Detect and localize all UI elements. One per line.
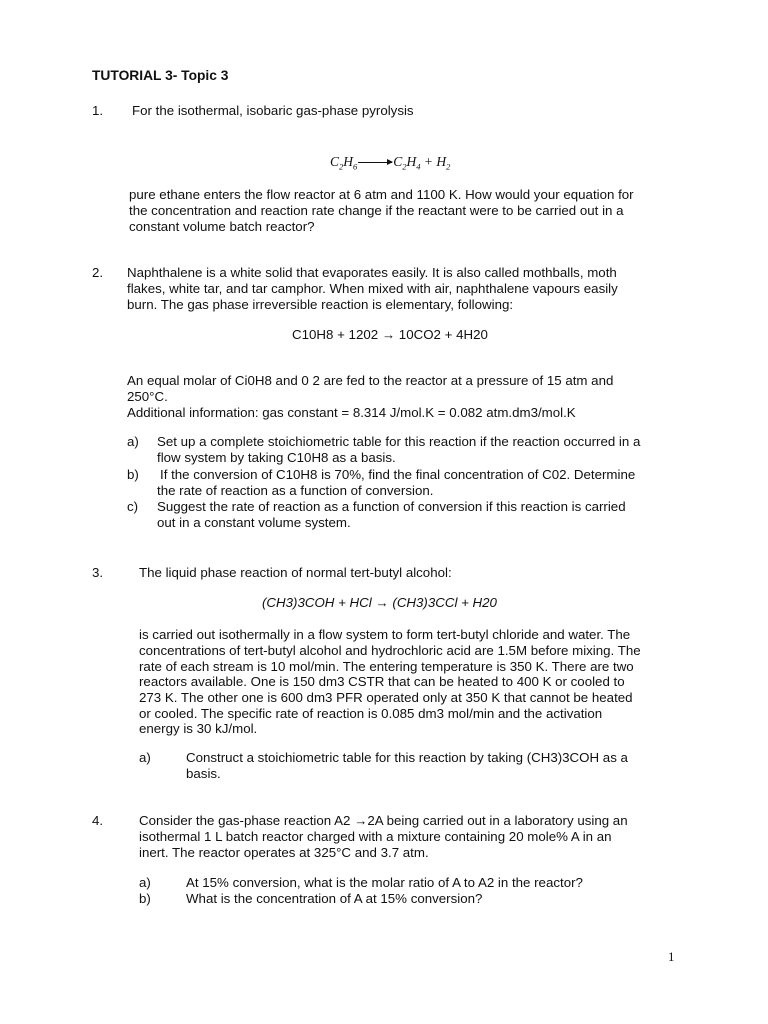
- q4-number: 4.: [92, 813, 104, 828]
- q2-equation: C10H8 + 1202 → 10CO2 + 4H20: [292, 327, 488, 342]
- q4-text-line2: isothermal 1 L batch reactor charged with a mixture containing 20 mole% A in an: [139, 829, 612, 844]
- q2b-label: b): [127, 467, 139, 482]
- q3a-label: a): [139, 750, 151, 765]
- q1-lead: For the isothermal, isobaric gas-phase pyrolysis: [132, 103, 414, 118]
- q4a-text: At 15% conversion, what is the molar ratio of A to A2 in the reactor?: [186, 875, 583, 890]
- q4-text-line3: inert. The reactor operates at 325°C and 3.7 atm.: [139, 845, 429, 860]
- q3a-line2: basis.: [186, 766, 221, 781]
- q3-lead: The liquid phase reaction of normal tert-butyl alcohol:: [139, 565, 452, 580]
- q3-equation: (CH3)3COH + HCl → (CH3)3CCl + H20: [262, 595, 497, 610]
- q1-text-line3: constant volume batch reactor?: [129, 219, 315, 234]
- q1-equation: $C_2H_6$ $C_2H_4 + H_2$: [330, 154, 451, 172]
- q4-text-line1: Consider the gas-phase reaction A2 →2A being carried out in a laboratory using an: [139, 813, 628, 828]
- q4a-label: a): [139, 875, 151, 890]
- q2a-label: a): [127, 434, 139, 449]
- q2c-line1: Suggest the rate of reaction as a function of conversion if this reaction is carried: [157, 499, 626, 514]
- q3-text-line5: 273 K. The other one is 600 dm3 PFR operated only at 350 K that cannot be heated: [139, 690, 633, 705]
- q2-text-line2: flakes, white tar, and tar camphor. When mixed with air, naphthalene vapours easily: [127, 281, 618, 296]
- q3-text-line1: is carried out isothermally in a flow system to form tert-butyl chloride and water. The: [139, 627, 631, 642]
- q2a-line1: Set up a complete stoichiometric table for this reaction if the reaction occurred in a: [157, 434, 641, 449]
- q3-text-line6: or cooled. The specific rate of reaction is 0.085 dm3 mol/min and the activation: [139, 706, 603, 721]
- q1-text-line2: the concentration and reaction rate change if the reactant were to be carried out in a: [129, 203, 624, 218]
- reaction-arrow-icon: [358, 162, 392, 163]
- q2-equal-line1: An equal molar of Ci0H8 and 0 2 are fed to the reactor at a pressure of 15 atm and: [127, 373, 614, 388]
- page-title: TUTORIAL 3- Topic 3: [92, 68, 229, 83]
- q2-text-line3: burn. The gas phase irreversible reaction is elementary, following:: [127, 297, 514, 312]
- q2b-line1: If the conversion of C10H8 is 70%, find the final concentration of C02. Determine: [160, 467, 636, 482]
- q2c-line2: out in a constant volume system.: [157, 515, 351, 530]
- q2-additional-info: Additional information: gas constant = 8.314 J/mol.K = 0.082 atm.dm3/mol.K: [127, 405, 576, 420]
- q3a-line1: Construct a stoichiometric table for this reaction by taking (CH3)3COH as a: [186, 750, 628, 765]
- q2-number: 2.: [92, 265, 104, 280]
- q2-text-line1: Naphthalene is a white solid that evaporates easily. It is also called mothballs, moth: [127, 265, 617, 280]
- q3-text-line2: concentrations of tert-butyl alcohol and hydrochloric acid are 1.5M before mixing. The: [139, 643, 641, 658]
- q4b-text: What is the concentration of A at 15% conversion?: [186, 891, 483, 906]
- q1-text-line1: pure ethane enters the flow reactor at 6 atm and 1100 K. How would your equation for: [129, 187, 634, 202]
- q1-number: 1.: [92, 103, 104, 118]
- q4b-label: b): [139, 891, 151, 906]
- q2a-line2: flow system by taking C10H8 as a basis.: [157, 450, 396, 465]
- q2-equal-line2: 250°C.: [127, 389, 168, 404]
- q2b-line2: the rate of reaction as a function of conversion.: [157, 483, 434, 498]
- page-number: 1: [668, 949, 675, 964]
- q2c-label: c): [127, 499, 139, 514]
- q3-text-line4: reactors available. One is 150 dm3 CSTR that can be heated to 400 K or cooled to: [139, 674, 625, 689]
- q3-text-line7: energy is 30 kJ/mol.: [139, 721, 258, 736]
- q3-number: 3.: [92, 565, 104, 580]
- q3-text-line3: rate of each stream is 10 mol/min. The entering temperature is 350 K. There are two: [139, 659, 634, 674]
